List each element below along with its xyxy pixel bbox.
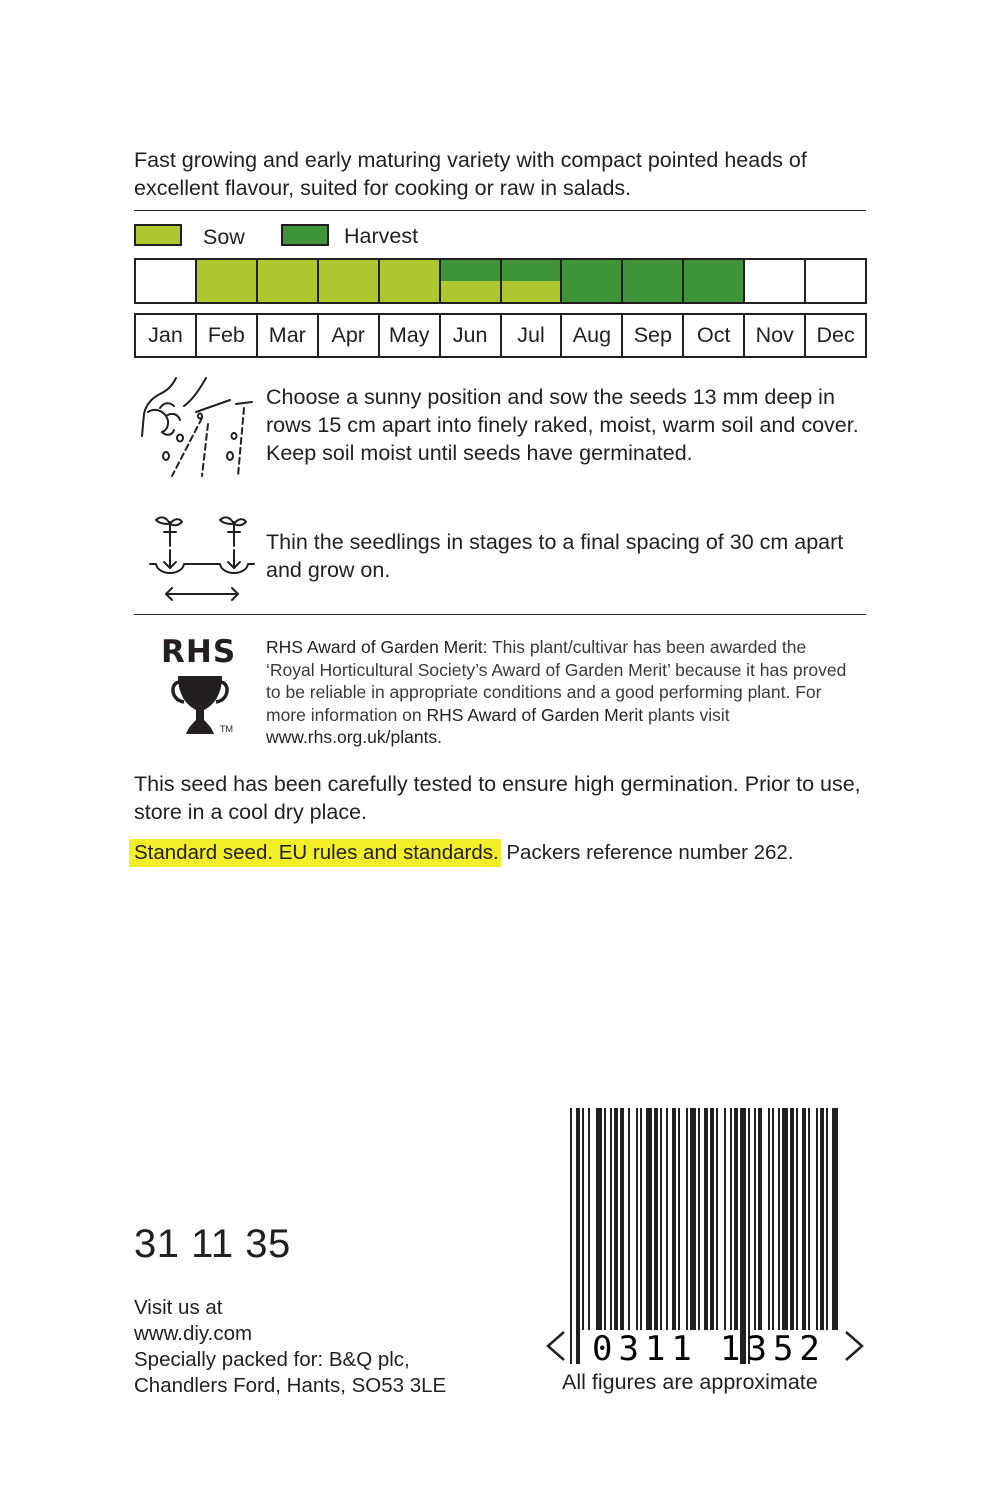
divider	[134, 614, 866, 615]
calendar-cell-apr	[319, 260, 380, 302]
divider	[134, 210, 866, 211]
sow-period	[441, 281, 500, 302]
calendar-cell-oct	[684, 260, 745, 302]
rhs-award-body-2: plants visit	[643, 704, 730, 725]
barcode-bar	[698, 1108, 700, 1330]
thinning-instructions: Thin the seedlings in stages to a final spacing of 30 cm apart and grow on.	[266, 530, 844, 582]
barcode-bar	[604, 1108, 606, 1330]
barcode-bar	[740, 1108, 746, 1364]
month-label-nov: Nov	[745, 315, 806, 356]
barcode-bar	[690, 1108, 696, 1330]
barcode-bar	[576, 1108, 580, 1364]
standard-seed-highlight: Standard seed. EU rules and standards.	[129, 839, 501, 867]
barcode-right-chevron	[846, 1332, 862, 1360]
barcode-bar	[678, 1108, 680, 1330]
barcode-bar	[758, 1108, 762, 1330]
barcode-bar	[666, 1108, 668, 1330]
barcode-bar	[730, 1108, 732, 1330]
calendar-cell-may	[380, 260, 441, 302]
month-label-mar: Mar	[258, 315, 319, 356]
barcode-bar	[826, 1108, 828, 1330]
barcode-bar	[820, 1108, 824, 1330]
barcode-bar	[748, 1108, 750, 1364]
barcode-bar	[710, 1108, 714, 1330]
calendar-cell-jun	[441, 260, 502, 302]
harvest-period	[441, 260, 500, 281]
barcode-bar	[654, 1108, 658, 1330]
standard-seed-line	[134, 839, 874, 867]
product-description: Fast growing and early maturing variety with compact pointed heads of excellent flavour, suited for cooking or raw in salads.	[134, 148, 807, 200]
barcode-bar	[646, 1108, 652, 1330]
contact-address: Chandlers Ford, Hants, SO53 3LE	[134, 1374, 447, 1397]
month-label-dec: Dec	[816, 323, 855, 347]
month-label-oct: Oct	[684, 315, 745, 356]
calendar-cell-jan	[136, 260, 197, 302]
harvest-legend-label: Harvest	[344, 224, 419, 248]
barcode-bar	[782, 1108, 788, 1330]
barcode-bar	[640, 1108, 642, 1330]
rhs-logo-text: RHS	[161, 634, 237, 670]
contact-line: Specially packed for: B&Q plc,	[134, 1348, 410, 1371]
barcode-bar	[672, 1108, 676, 1330]
sowing-calendar-bar	[134, 258, 867, 304]
barcode-bar	[614, 1108, 618, 1330]
barcode	[540, 1100, 870, 1368]
sowing-hand-icon	[136, 372, 256, 484]
barcode-bar	[796, 1108, 798, 1330]
month-label-feb: Feb	[197, 315, 258, 356]
barcode-bar	[610, 1108, 612, 1330]
barcode-bar	[790, 1108, 794, 1330]
barcode-bar	[802, 1108, 806, 1330]
barcode-bar	[620, 1108, 624, 1330]
month-label-jan: Jan	[136, 315, 197, 356]
month-label-jul: Jul	[502, 315, 563, 356]
calendar-cell-mar	[258, 260, 319, 302]
barcode-bar	[724, 1108, 726, 1330]
barcode-bar	[588, 1108, 590, 1330]
barcode-bar	[778, 1108, 780, 1330]
barcode-bar	[754, 1108, 756, 1330]
contact-line: Visit us at	[134, 1296, 223, 1319]
trademark-mark: TM	[220, 724, 233, 734]
barcode-bar	[716, 1108, 718, 1330]
barcode-right-digits: 1352	[720, 1329, 826, 1368]
month-label-aug: Aug	[562, 315, 623, 356]
website-link[interactable]: www.diy.com	[134, 1322, 253, 1345]
month-label-sep: Sep	[623, 315, 684, 356]
barcode-left-digits: 0311	[592, 1329, 698, 1368]
barcode-bar	[570, 1108, 572, 1364]
calendar-cell-nov	[745, 260, 806, 302]
sow-legend-label: Sow	[203, 225, 245, 249]
rhs-url-link[interactable]: www.rhs.org.uk/plants.	[266, 727, 443, 748]
barcode-bar	[816, 1108, 818, 1330]
barcode-bar	[636, 1108, 638, 1330]
seedling-spacing-icon	[146, 510, 258, 604]
calendar-cell-feb	[197, 260, 258, 302]
calendar-cell-aug	[562, 260, 623, 302]
calendar-cell-dec	[806, 260, 865, 302]
barcode-bar	[832, 1108, 838, 1330]
calendar-cell-sep	[623, 260, 684, 302]
rhs-award-body: This plant/cultivar has been awarded the ‘Royal Horticultural Society’s Award of Garden Merit’ because it has proved to be reliable in appropriate conditions and a good performing plant. For more information on	[266, 637, 847, 725]
barcode-left-chevron	[548, 1332, 564, 1360]
harvest-legend-swatch	[281, 224, 329, 246]
sow-period	[502, 281, 561, 302]
month-label-may: May	[380, 315, 441, 356]
barcode-bar	[772, 1108, 774, 1330]
product-code: 31 11 35	[134, 1222, 291, 1266]
rhs-award-text	[266, 636, 856, 749]
barcode-bar	[704, 1108, 708, 1330]
barcode-bar	[582, 1108, 584, 1330]
sow-legend-swatch	[134, 224, 182, 246]
rhs-award-lead: RHS Award of Garden Merit:	[266, 637, 488, 657]
rhs-award-name: RHS Award of Garden Merit	[426, 704, 644, 725]
harvest-period	[502, 260, 561, 281]
barcode-bar	[808, 1108, 810, 1330]
month-label-jun: Jun	[441, 315, 502, 356]
calendar-cell-jul	[502, 260, 563, 302]
barcode-bar	[596, 1108, 602, 1330]
calendar-month-row	[134, 313, 867, 358]
barcode-bar	[734, 1108, 738, 1330]
barcode-bar	[768, 1108, 770, 1330]
contact-block	[134, 1295, 446, 1399]
germination-note: This seed has been carefully tested to ensure high germination. Prior to use, store in a cool dry place.	[134, 772, 861, 824]
barcode-bar	[660, 1108, 662, 1330]
packers-reference: Packers reference number 262.	[500, 841, 794, 864]
barcode-caption: All figures are approximate	[562, 1370, 818, 1394]
month-label-apr: Apr	[319, 315, 380, 356]
barcode-bar	[686, 1108, 688, 1330]
barcode-bar	[628, 1108, 630, 1330]
sowing-instructions: Choose a sunny position and sow the seeds 13 mm deep in rows 15 cm apart into finely raked, moist, warm soil and cover. Keep soil moist until seeds have germinated.	[266, 385, 859, 465]
